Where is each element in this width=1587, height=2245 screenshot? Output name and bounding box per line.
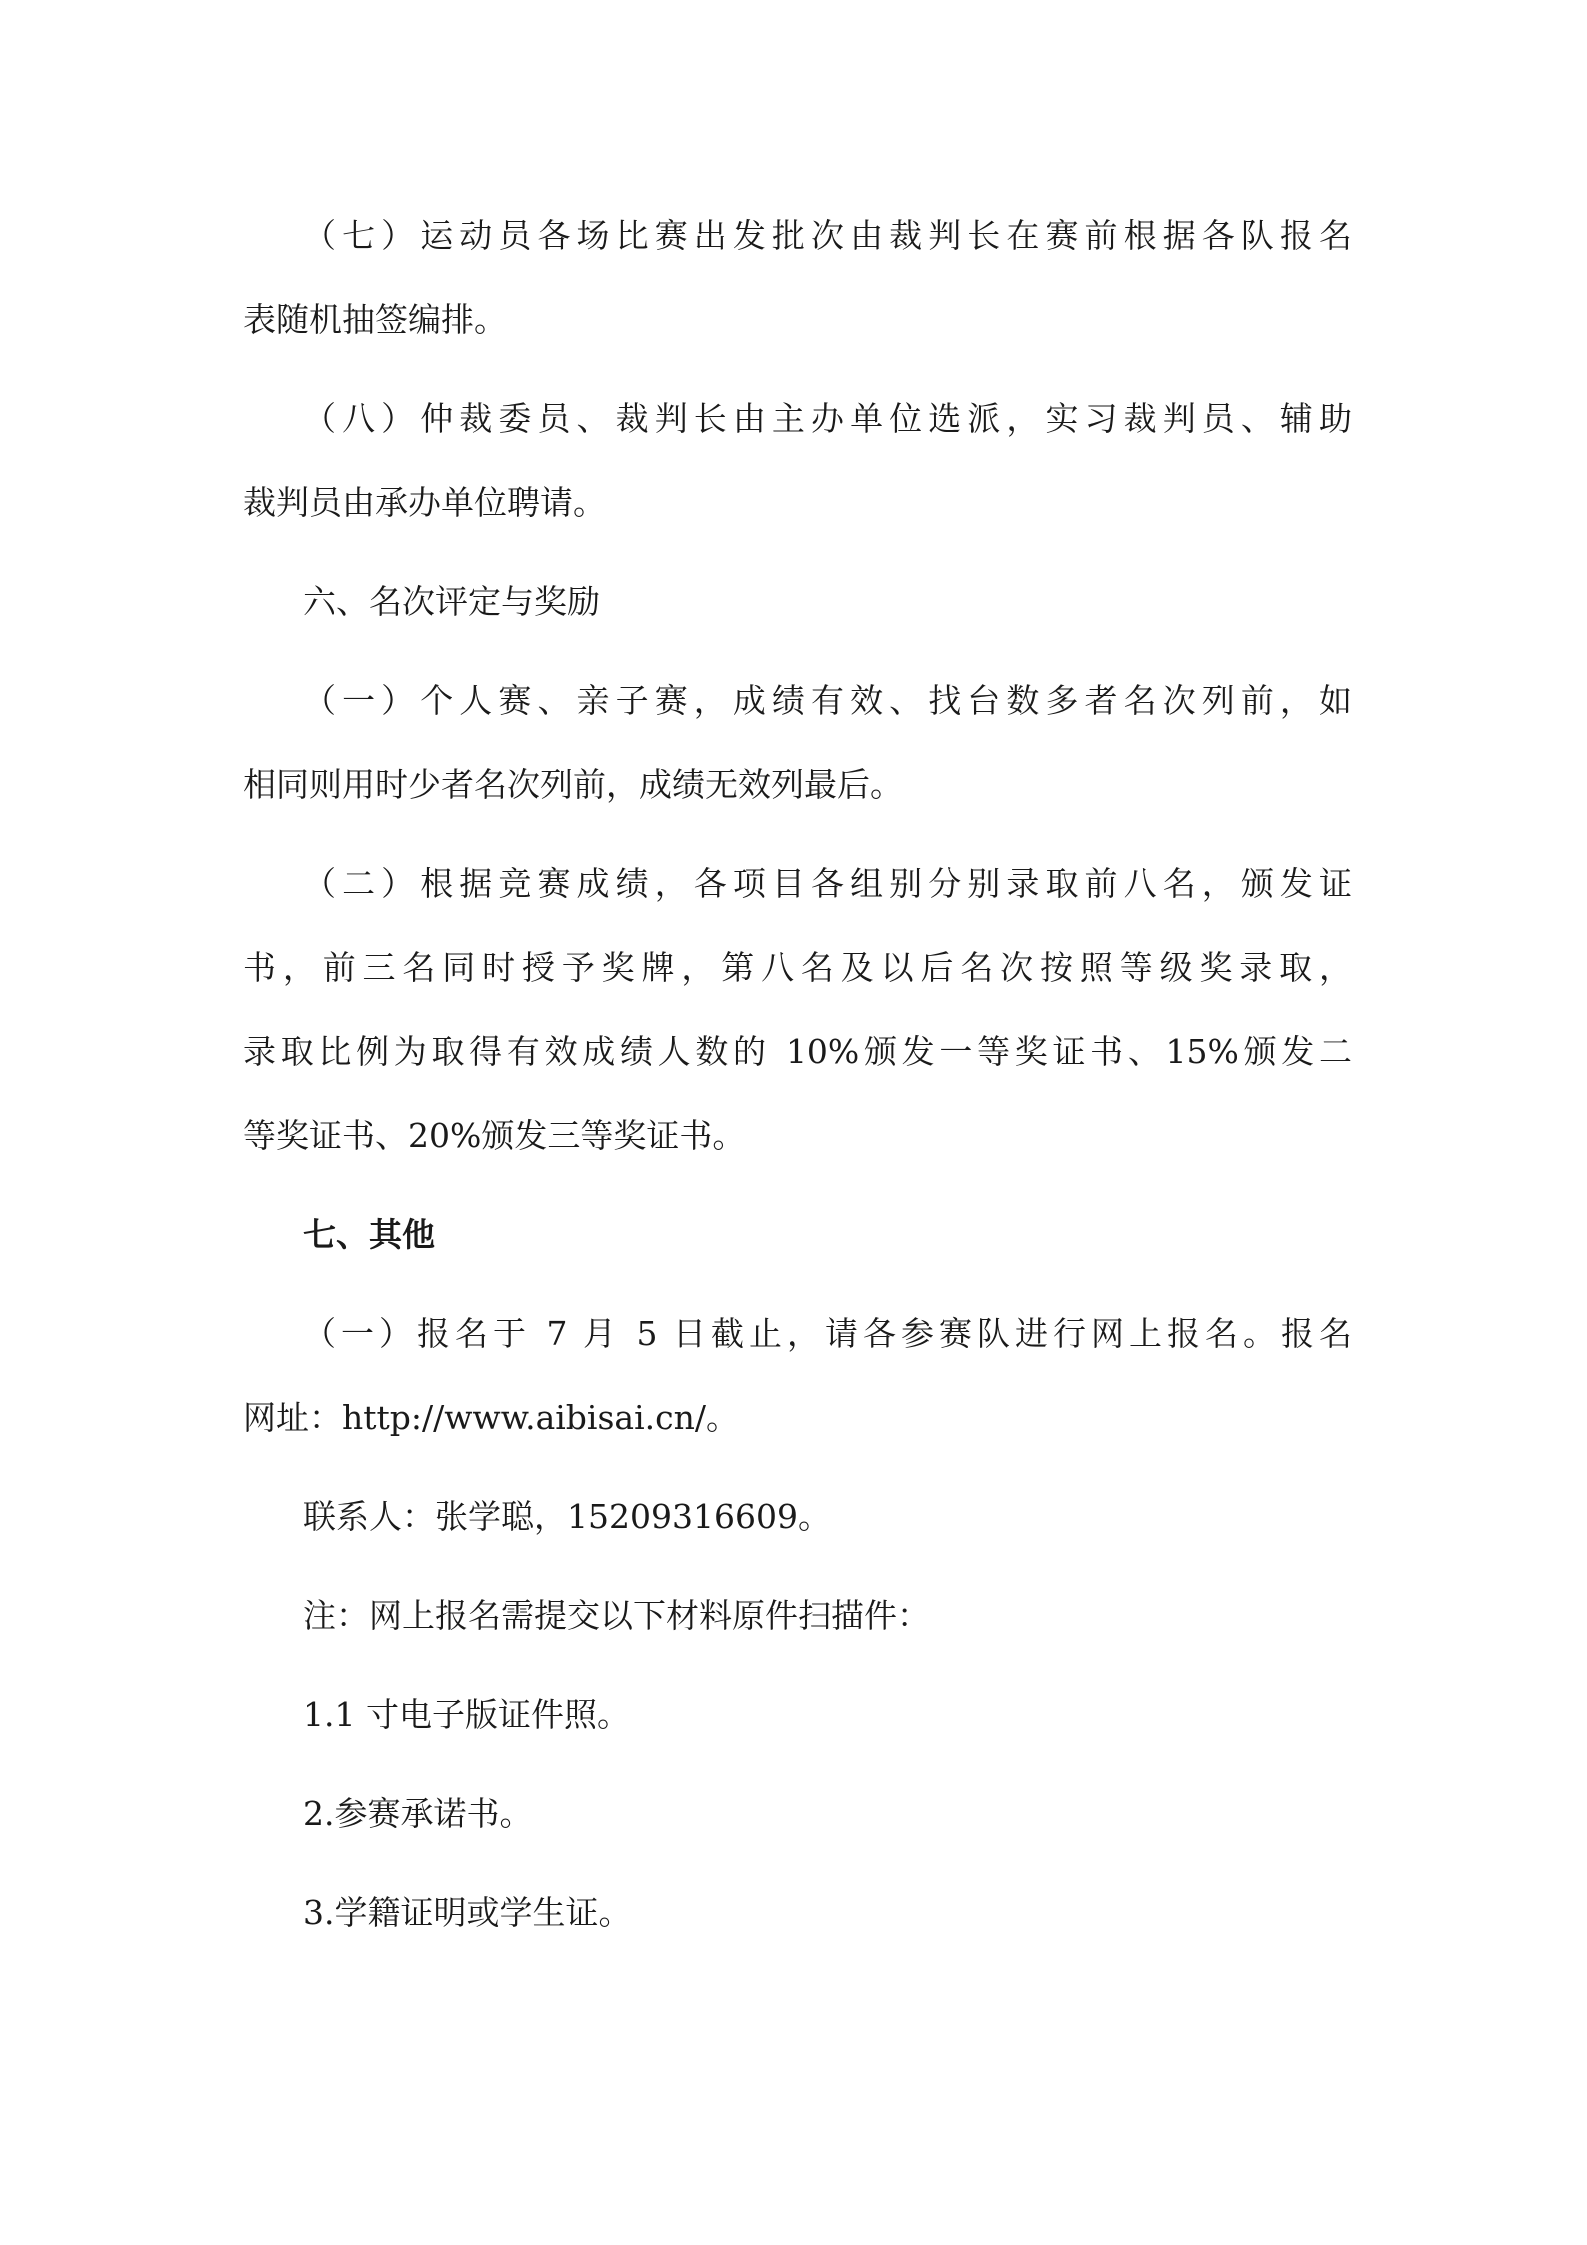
paragraph-6-1-line-1: （一）个人赛、亲子赛，成绩有效、找台数多者名次列前，如 [303, 681, 1352, 720]
material-item-1: 1.1 寸电子版证件照。 [303, 1695, 630, 1734]
contact-line: 联系人：张学聪，15209316609。 [303, 1497, 831, 1536]
section-7-heading: 七、其他 [303, 1215, 435, 1254]
paragraph-7-line-1: （七）运动员各场比赛出发批次由裁判长在赛前根据各队报名 [303, 216, 1352, 255]
paragraph-6-2-line-4: 等奖证书、20%颁发三等奖证书。 [243, 1116, 746, 1155]
paragraph-6-2-line-2: 书，前三名同时授予奖牌，第八名及以后名次按照等级奖录取， [243, 948, 1352, 987]
paragraph-7-line-2: 表随机抽签编排。 [243, 300, 507, 339]
material-item-3: 3.学籍证明或学生证。 [303, 1893, 632, 1932]
paragraph-7-1-line-1: （一）报名于 7 月 5 日截止，请各参赛队进行网上报名。报名 [303, 1314, 1352, 1353]
paragraph-6-1-line-2: 相同则用时少者名次列前，成绩无效列最后。 [243, 765, 903, 804]
paragraph-8-line-1: （八）仲裁委员、裁判长由主办单位选派，实习裁判员、辅助 [303, 399, 1352, 438]
paragraph-6-2-line-3: 录取比例为取得有效成绩人数的 10%颁发一等奖证书、15%颁发二 [243, 1032, 1352, 1071]
material-item-2: 2.参赛承诺书。 [303, 1794, 533, 1833]
note-line: 注：网上报名需提交以下材料原件扫描件： [303, 1596, 930, 1635]
paragraph-6-2-line-1: （二）根据竞赛成绩，各项目各组别分别录取前八名，颁发证 [303, 864, 1352, 903]
section-6-heading: 六、名次评定与奖励 [303, 582, 600, 621]
paragraph-8-line-2: 裁判员由承办单位聘请。 [243, 483, 606, 522]
registration-url-line: 网址：http://www.aibisai.cn/。 [243, 1398, 739, 1437]
